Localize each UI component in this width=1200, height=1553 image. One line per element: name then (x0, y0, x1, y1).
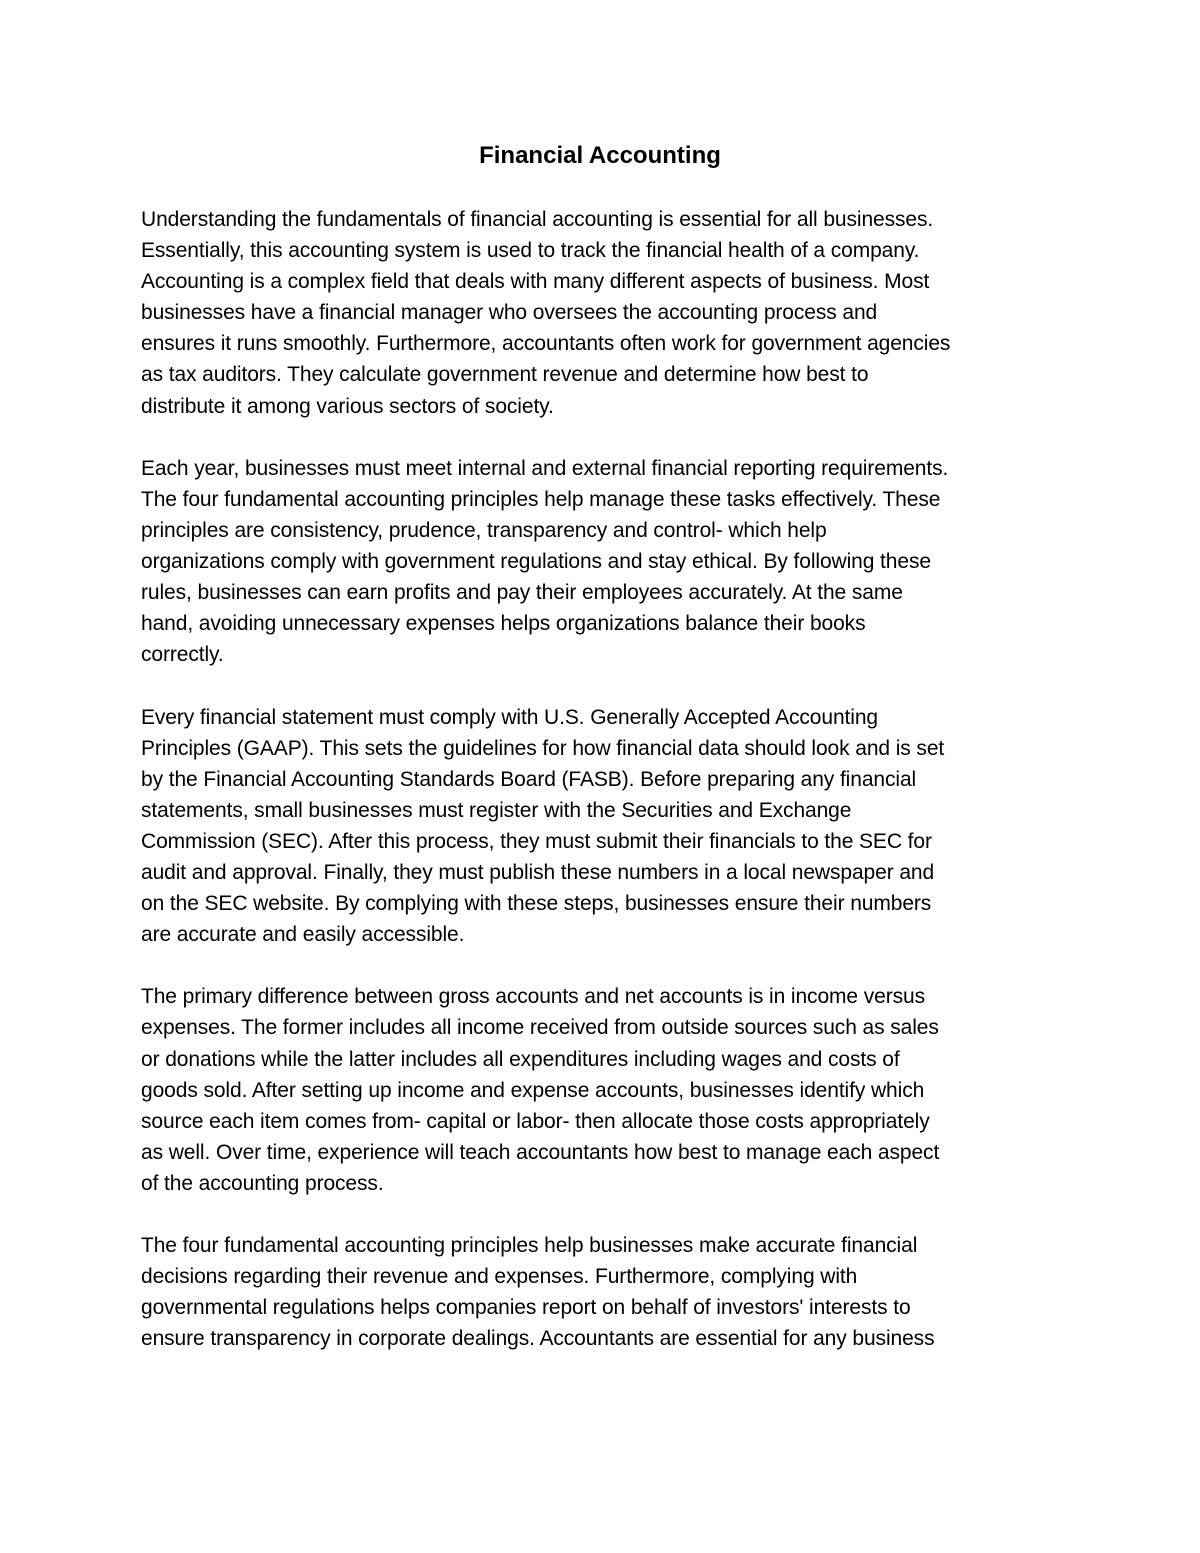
paragraph-3 (141, 702, 1076, 951)
text-line: statements, small businesses must register with the Securities and Exchange (141, 798, 852, 822)
text-line: correctly. (141, 643, 224, 667)
text-line: distribute it among various sectors of society. (141, 394, 554, 418)
text-line: or donations while the latter includes all expenditures including wages and costs of (141, 1047, 900, 1071)
text-line: ensure transparency in corporate dealings. Accountants are essential for any business (141, 1327, 935, 1351)
text-line: audit and approval. Finally, they must publish these numbers in a local newspaper and (141, 860, 935, 884)
text-line: hand, avoiding unnecessary expenses helps organizations balance their books (141, 612, 866, 636)
document-body (141, 204, 1076, 1354)
text-line: are accurate and easily accessible. (141, 923, 465, 947)
paragraph-4 (141, 981, 1076, 1199)
paragraph-2 (141, 453, 1076, 671)
text-line: Principles (GAAP). This sets the guidelines for how financial data should look and is set (141, 736, 945, 760)
paragraph-5 (141, 1230, 1076, 1354)
text-line: The four fundamental accounting principles help manage these tasks effectively. These (141, 487, 941, 511)
text-line: rules, businesses can earn profits and pay their employees accurately. At the same (141, 581, 903, 605)
text-line: principles are consistency, prudence, transparency and control- which help (141, 518, 827, 542)
text-line: goods sold. After setting up income and expense accounts, businesses identify which (141, 1078, 925, 1102)
text-line: Every financial statement must comply with U.S. Generally Accepted Accounting (141, 705, 878, 729)
text-line: Commission (SEC). After this process, they must submit their financials to the SEC for (141, 829, 932, 853)
text-line: on the SEC website. By complying with these steps, businesses ensure their numbers (141, 892, 932, 916)
text-line: as tax auditors. They calculate government revenue and determine how best to (141, 363, 869, 387)
text-line: The four fundamental accounting principles help businesses make accurate financial (141, 1234, 918, 1258)
text-line: of the accounting process. (141, 1171, 384, 1195)
text-line: governmental regulations helps companies report on behalf of investors' interests to (141, 1296, 911, 1320)
document-title: Financial Accounting (479, 142, 721, 169)
text-line: expenses. The former includes all income received from outside sources such as sales (141, 1016, 939, 1040)
text-line: organizations comply with government regulations and stay ethical. By following these (141, 550, 931, 574)
text-line: Accounting is a complex field that deals with many different aspects of business. Most (141, 270, 930, 294)
text-line: Understanding the fundamentals of financial accounting is essential for all businesses. (141, 208, 934, 231)
text-line: ensures it runs smoothly. Furthermore, accountants often work for government agencies (141, 332, 951, 356)
text-line: source each item comes from- capital or labor- then allocate those costs appropriately (141, 1109, 930, 1133)
text-line: Each year, businesses must meet internal and external financial reporting requirements. (141, 456, 949, 480)
text-line: The primary difference between gross accounts and net accounts is in income versus (141, 985, 925, 1009)
text-line: businesses have a financial manager who oversees the accounting process and (141, 301, 878, 325)
text-line: decisions regarding their revenue and expenses. Furthermore, complying with (141, 1265, 858, 1289)
paragraph-1 (141, 204, 1076, 422)
text-line: as well. Over time, experience will teach accountants how best to manage each aspect (141, 1140, 940, 1164)
text-line: Essentially, this accounting system is used to track the financial health of a company. (141, 239, 920, 263)
text-line: by the Financial Accounting Standards Board (FASB). Before preparing any financial (141, 767, 917, 791)
